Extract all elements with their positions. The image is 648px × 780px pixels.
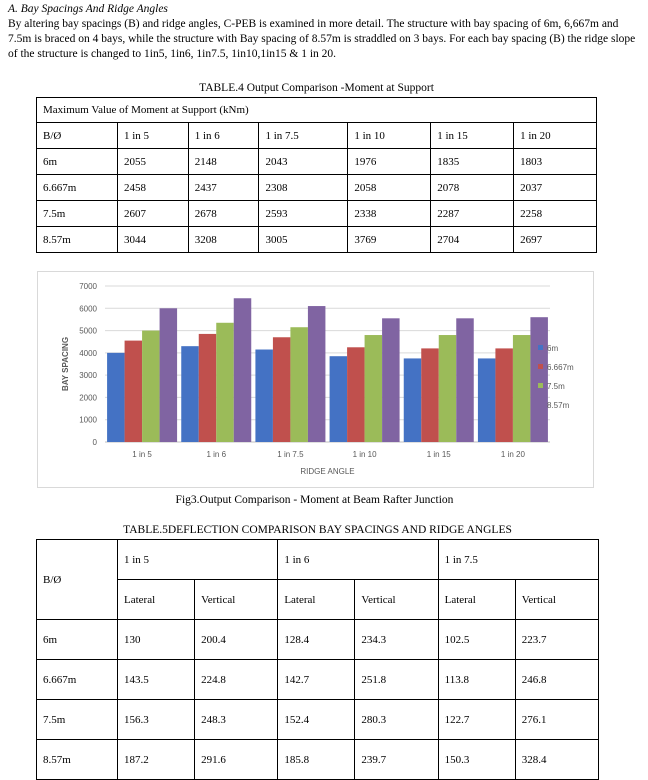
bar	[308, 306, 326, 442]
x-tick-label: 1 in 10	[352, 450, 377, 459]
bar	[530, 317, 548, 442]
table-cell: 2148	[188, 149, 259, 175]
x-tick-label: 1 in 15	[426, 450, 451, 459]
bar	[365, 335, 383, 442]
row-label: 8.57m	[37, 740, 118, 780]
table-cell: 223.7	[515, 620, 598, 660]
y-tick-label: 4000	[79, 348, 97, 358]
x-tick-label: 1 in 7.5	[277, 450, 304, 459]
table-cell: 130	[118, 620, 195, 660]
deflection-table	[36, 539, 599, 780]
y-tick-label: 0	[92, 438, 97, 447]
row-label: 6m	[37, 620, 118, 660]
table-cell: 113.8	[438, 660, 515, 700]
row-label: 6m	[37, 149, 118, 175]
table-cell: 185.8	[278, 740, 355, 780]
table-cell: 2697	[514, 227, 597, 253]
y-tick-label: 3000	[79, 371, 97, 381]
table-cell: 128.4	[278, 620, 355, 660]
y-tick-label: 6000	[79, 304, 97, 314]
bar	[382, 318, 400, 442]
table-cell: 2458	[118, 175, 189, 201]
table-row	[37, 175, 597, 201]
section-paragraph: By altering bay spacings (B) and ridge angles, C-PEB is examined in more detail. The structure with bay spacing of 6m, 6,667m and 7.5m is braced on 4 bays, while the structure with Bay spacing of 8.57m is straddled on 3 bays. For each bay spacing (B) the ridge slope of the structure is changed to 1in5, 1in6, 1in7.5, 1in10,1in15 & 1 in 20.	[8, 18, 636, 60]
legend-swatch	[538, 364, 543, 369]
bar	[255, 350, 273, 442]
table-cell: 1835	[431, 149, 514, 175]
legend-label: 8.57m	[547, 401, 570, 410]
bar	[456, 318, 474, 442]
table-row	[37, 149, 597, 175]
table-cell: 2287	[431, 201, 514, 227]
table-cell: 3769	[348, 227, 431, 253]
table-cell: 3208	[188, 227, 259, 253]
table-cell: 2258	[514, 201, 597, 227]
table-cell: 239.7	[355, 740, 438, 780]
table-cell: 2437	[188, 175, 259, 201]
table-subheader-row	[37, 580, 599, 620]
table-cell: 248.3	[195, 700, 278, 740]
header-cell: 1 in 6	[188, 123, 259, 149]
y-tick-label: 1000	[79, 415, 97, 425]
table-cell: 142.7	[278, 660, 355, 700]
table-cell: 2308	[259, 175, 348, 201]
moment-table-title: Maximum Value of Moment at Support (kNm)	[37, 98, 597, 123]
x-tick-label: 1 in 6	[206, 450, 227, 459]
x-tick-label: 1 in 5	[132, 450, 152, 459]
table-row	[37, 660, 599, 700]
figure3-caption: Fig3.Output Comparison - Moment at Beam Rafter Junction	[175, 494, 454, 506]
row-label: 7.5m	[37, 700, 118, 740]
bar	[439, 335, 457, 442]
table-cell: 2607	[118, 201, 189, 227]
legend-label: 6m	[547, 344, 559, 353]
table-row	[37, 740, 599, 780]
row-header-cell: B/Ø	[37, 540, 118, 620]
bar	[142, 331, 160, 442]
table-cell: 156.3	[118, 700, 195, 740]
table-cell: 2078	[431, 175, 514, 201]
x-axis-title: RIDGE ANGLE	[300, 467, 355, 476]
legend-label: 7.5m	[547, 382, 565, 391]
row-label: 7.5m	[37, 201, 118, 227]
bar-chart-frame	[37, 271, 594, 488]
bar-chart	[38, 272, 593, 487]
row-label: 6.667m	[37, 175, 118, 201]
group-header-cell: 1 in 5	[118, 540, 278, 580]
legend-swatch	[538, 402, 543, 407]
y-tick-label: 2000	[79, 393, 97, 403]
legend-swatch	[538, 345, 543, 350]
bar	[107, 353, 125, 442]
bar	[495, 348, 512, 442]
bar	[181, 346, 199, 442]
table-row	[37, 620, 599, 660]
table-cell: 328.4	[515, 740, 598, 780]
header-cell: 1 in 15	[431, 123, 514, 149]
header-cell: 1 in 5	[118, 123, 189, 149]
subheader-cell: Lateral	[438, 580, 515, 620]
table-cell: 143.5	[118, 660, 195, 700]
table-cell: 2058	[348, 175, 431, 201]
table-cell: 2678	[188, 201, 259, 227]
table-cell: 251.8	[355, 660, 438, 700]
table-cell: 2338	[348, 201, 431, 227]
bar	[513, 335, 531, 442]
subheader-cell: Vertical	[195, 580, 278, 620]
table-cell: 150.3	[438, 740, 515, 780]
y-tick-label: 7000	[79, 282, 97, 291]
table-cell: 234.3	[355, 620, 438, 660]
table-cell: 200.4	[195, 620, 278, 660]
header-cell: B/Ø	[37, 123, 118, 149]
header-cell: 1 in 10	[348, 123, 431, 149]
row-label: 8.57m	[37, 227, 118, 253]
bar	[421, 348, 439, 442]
legend-swatch	[538, 383, 543, 388]
table-cell: 246.8	[515, 660, 598, 700]
table-cell: 2704	[431, 227, 514, 253]
header-cell: 1 in 20	[514, 123, 597, 149]
y-axis-title: BAY SPACING	[61, 336, 70, 392]
bar	[330, 356, 348, 442]
subheader-cell: Lateral	[278, 580, 355, 620]
subheader-cell: Vertical	[515, 580, 598, 620]
table-cell: 276.1	[515, 700, 598, 740]
table-row	[37, 201, 597, 227]
bar	[160, 308, 178, 442]
table-header-row	[37, 123, 597, 149]
table-cell: 224.8	[195, 660, 278, 700]
table-cell: 2593	[259, 201, 348, 227]
subheader-cell: Vertical	[355, 580, 438, 620]
bar	[234, 298, 252, 442]
subheader-cell: Lateral	[118, 580, 195, 620]
bar	[290, 327, 308, 442]
header-cell: 1 in 7.5	[259, 123, 348, 149]
table-cell: 2037	[514, 175, 597, 201]
bar	[199, 334, 217, 442]
table-cell: 3005	[259, 227, 348, 253]
moment-table	[36, 97, 597, 253]
table-cell: 1803	[514, 149, 597, 175]
legend-label: 6.667m	[547, 363, 574, 372]
table-cell: 280.3	[355, 700, 438, 740]
table-row	[37, 227, 597, 253]
bar	[347, 347, 365, 442]
bar	[478, 358, 496, 442]
table-cell: 102.5	[438, 620, 515, 660]
y-tick-label: 5000	[79, 326, 97, 336]
table-cell: 2043	[259, 149, 348, 175]
bar	[125, 341, 143, 442]
x-tick-label: 1 in 20	[500, 450, 525, 459]
section-heading: A. Bay Spacings And Ridge Angles	[8, 3, 168, 15]
table4-caption: TABLE.4 Output Comparison -Moment at Support	[199, 82, 434, 94]
table-cell: 1976	[348, 149, 431, 175]
bar	[216, 323, 234, 442]
row-label: 6.667m	[37, 660, 118, 700]
table-header-row	[37, 540, 599, 580]
group-header-cell: 1 in 7.5	[438, 540, 598, 580]
table-cell: 122.7	[438, 700, 515, 740]
table-cell: 187.2	[118, 740, 195, 780]
table-cell: 152.4	[278, 700, 355, 740]
table-cell: 2055	[118, 149, 189, 175]
table5-caption: TABLE.5DEFLECTION COMPARISON BAY SPACINGS AND RIDGE ANGLES	[123, 524, 512, 536]
bar	[273, 337, 291, 442]
table-row	[37, 700, 599, 740]
group-header-cell: 1 in 6	[278, 540, 438, 580]
bar	[404, 358, 422, 442]
table-cell: 3044	[118, 227, 189, 253]
table-cell: 291.6	[195, 740, 278, 780]
